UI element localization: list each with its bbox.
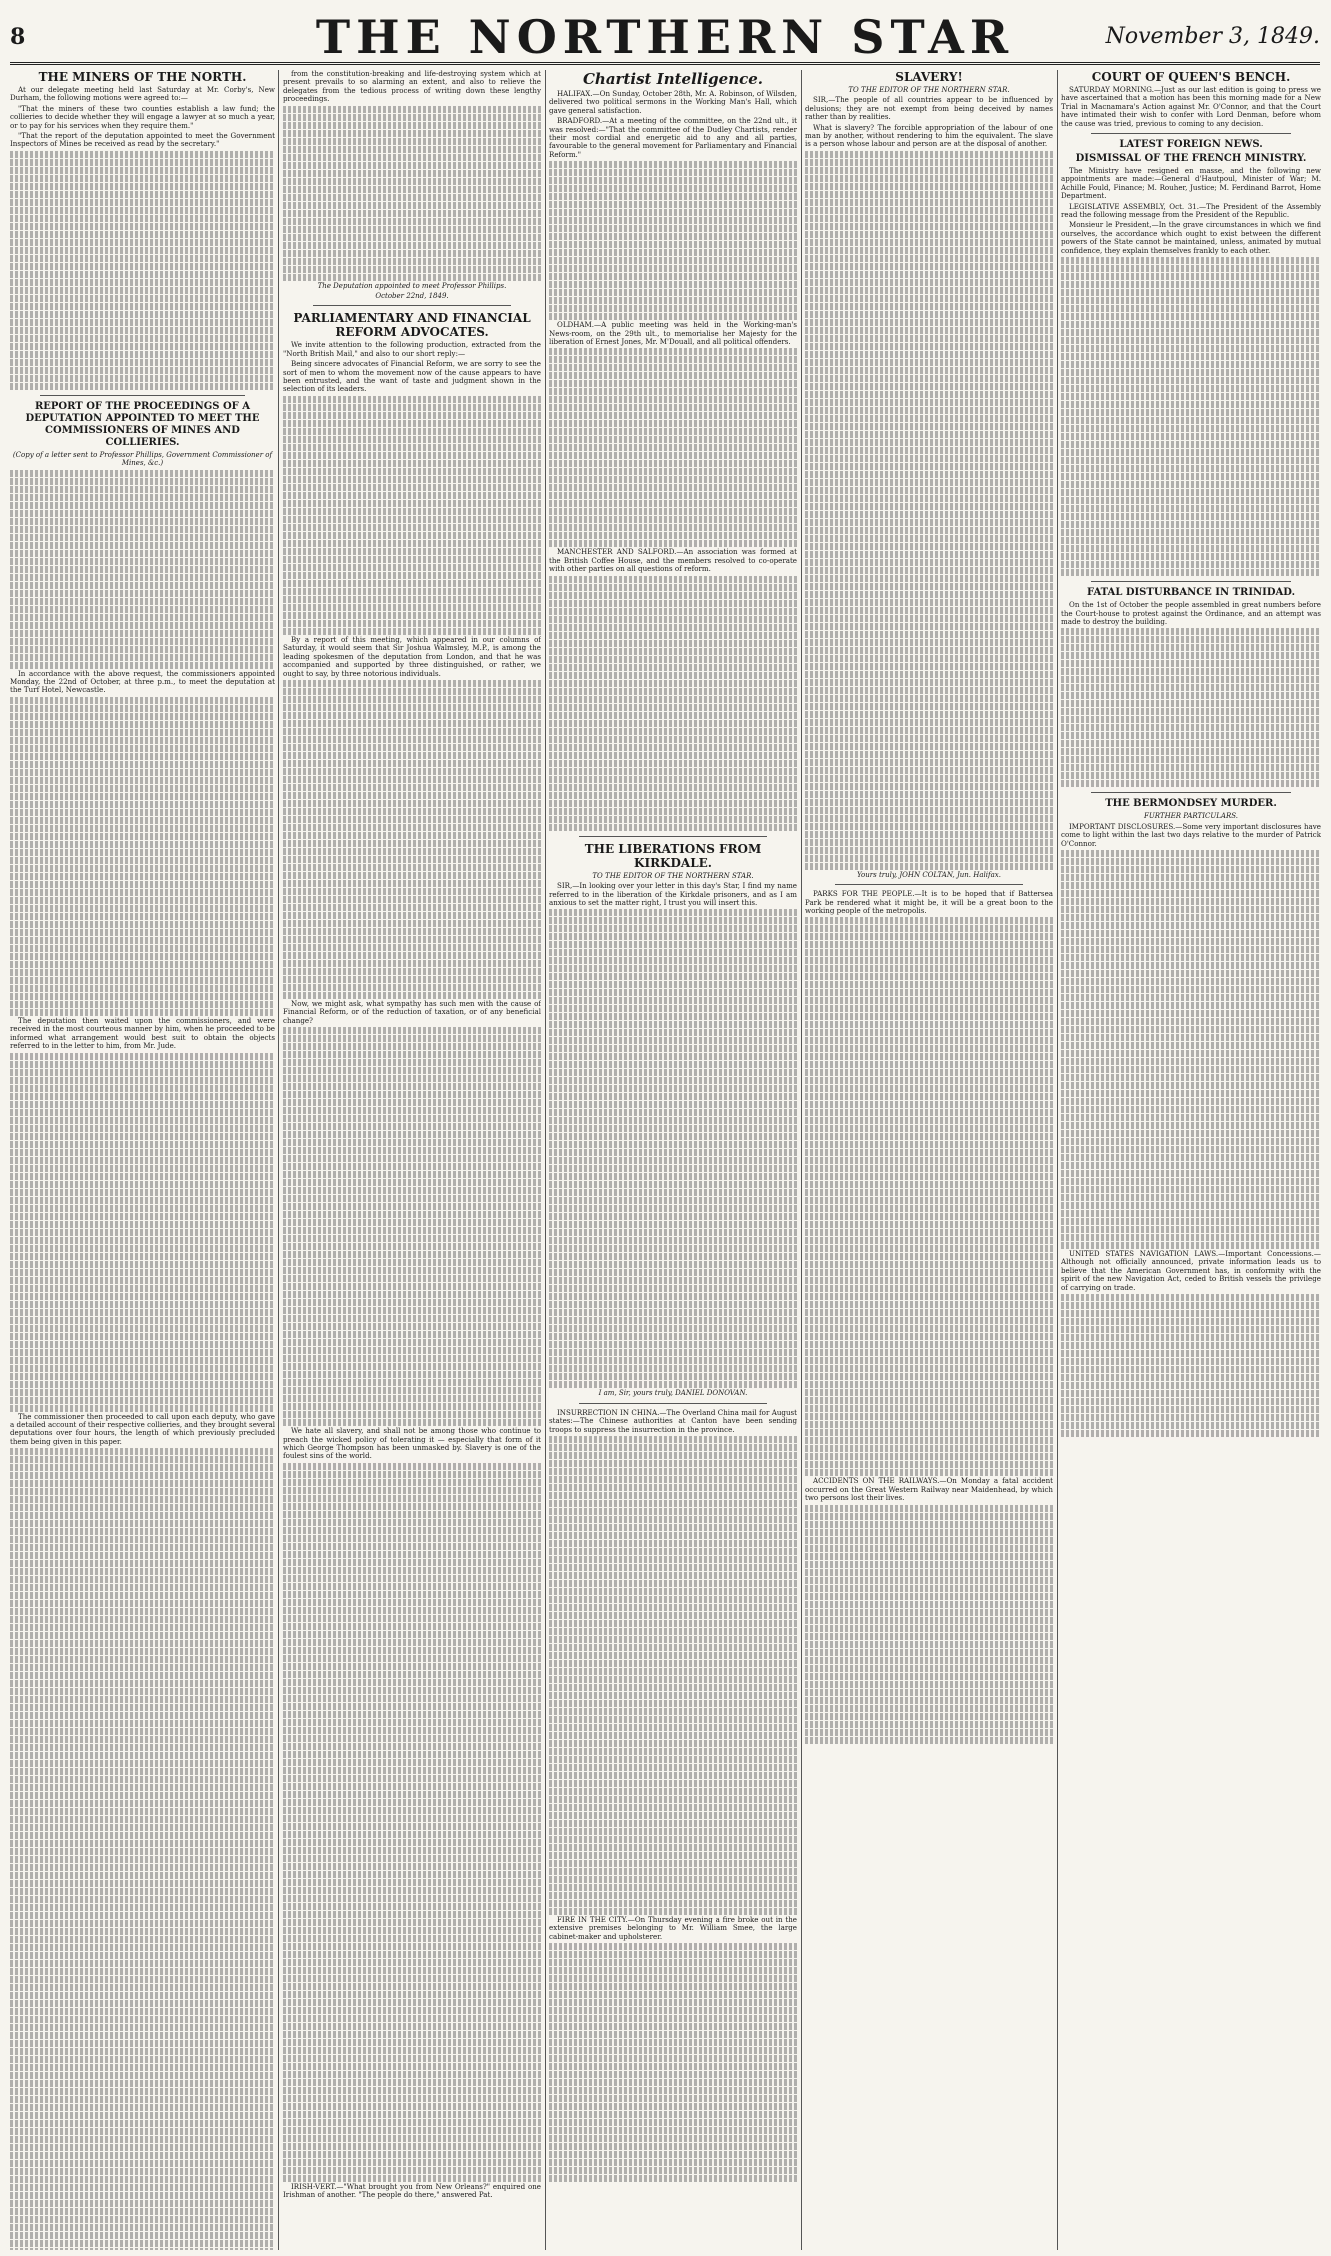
section-rule	[1091, 792, 1291, 793]
article-paragraph: SATURDAY MORNING.—Just as our last edition is going to press we have ascertained that a motion has been this morning made for a New Trial in Macnamara's Action against Mr. O'Connor, and that the Court have intimated their wish to confer with Lord Denman, before whom the cause was tried, previous to coming to any decision.	[1061, 85, 1321, 128]
headline-bermondsey: THE BERMONDSEY MURDER.	[1105, 798, 1277, 810]
signature: I am, Sir, yours truly, DANIEL DONOVAN.	[598, 1389, 748, 1398]
masthead-rule	[10, 62, 1320, 65]
article-paragraph: Now, we might ask, what sympathy has such men with the cause of Financial Reform, or of the reduction of taxation, or of any beneficial change?	[283, 998, 541, 1025]
text-block	[805, 151, 1053, 870]
text-block	[1061, 257, 1321, 576]
signature: Yours truly, JOHN COLTAN, Jun. Halifax.	[857, 870, 1001, 879]
text-block	[549, 576, 797, 831]
article-paragraph: "That the report of the deputation appointed to meet the Government Inspectors of Mines be received as read by the secretary."	[10, 131, 275, 149]
headline-trinidad: FATAL DISTURBANCE IN TRINIDAD.	[1086, 587, 1296, 599]
article-paragraph: The commissioner then proceeded to call upon each deputy, who gave a detailed account of their respective collieries, and they brought several deputations over four hours, the length of which previously precluded them being given in this paper.	[10, 1411, 275, 1446]
article-paragraph: The Ministry have resigned en masse, and the following new appointments are made:—General d'Hautpoul, Minister of War; M. Achille Fould, Finance; M. Rouher, Justice; M. Ferdinand Barrot, Home Department.	[1061, 166, 1321, 201]
column-5	[1061, 70, 1321, 2250]
column-3	[549, 70, 797, 2250]
headline-foreign-news: LATEST FOREIGN NEWS.	[1119, 139, 1263, 151]
headline-slavery: SLAVERY!	[895, 70, 963, 84]
article-paragraph: Being sincere advocates of Financial Reform, we are sorry to see the sort of men to whom the movement now of the cause appears to have been entrusted, and the want of taste and judgment shown in the selection of its leaders.	[283, 359, 541, 394]
text-block	[1061, 628, 1321, 787]
text-block	[1061, 850, 1321, 1249]
text-block	[283, 1463, 541, 2182]
text-block	[549, 161, 797, 320]
column-divider	[1057, 70, 1058, 2250]
page-number: 8	[10, 24, 26, 50]
text-block	[1061, 1294, 1321, 1437]
text-block	[805, 917, 1053, 1476]
article-paragraph: At our delegate meeting held last Saturday at Mr. Corby's, New Durham, the following motions were agreed to:—	[10, 85, 275, 103]
article-paragraph: SIR,—In looking over your letter in this day's Star, I find my name referred to in the liberation of the Kirkdale prisoners, and as I am anxious to set the matter right, I trust you will insert this.	[549, 881, 797, 907]
headline-miners: THE MINERS OF THE NORTH.	[38, 70, 247, 84]
section-rule	[1091, 581, 1291, 582]
article-paragraph: We hate all slavery, and shall not be among those who continue to preach the wicked policy of tolerating it — especially that form of it which George Thompson has been unmasked by. Slavery is one of the foulest sins of the world.	[283, 1426, 541, 1461]
article-paragraph: from the constitution-breaking and life-destroying system which at present prevails to so alarming an extent, and also to relieve the delegates from the tedious process of writing down these lengthy proceedings.	[283, 70, 541, 104]
article-paragraph: We invite attention to the following production, extracted from the "North British Mail," and also to our short reply:—	[283, 340, 541, 358]
text-block	[10, 151, 275, 390]
article-paragraph: IRISH-VERT.—"What brought you from New Orleans?" enquired one Irishman of another. "The people do there," answered Pat.	[283, 2181, 541, 2200]
article-paragraph: MANCHESTER AND SALFORD.—An association was formed at the British Coffee House, and the members resolved to co-operate with other parties on all questions of reform.	[549, 547, 797, 574]
section-rule	[579, 836, 767, 837]
section-rule	[313, 305, 511, 306]
headline-kirkdale: THE LIBERATIONS FROM KIRKDALE.	[584, 841, 762, 870]
article-paragraph: LEGISLATIVE ASSEMBLY, Oct. 31.—The President of the Assembly read the following message from the President of the Republic.	[1061, 201, 1321, 220]
text-block	[283, 680, 541, 999]
text-block	[549, 1943, 797, 2182]
article-paragraph: FIRE IN THE CITY.—On Thursday evening a fire broke out in the extensive premises belonging to Mr. William Smee, the large cabinet-maker and upholsterer.	[549, 1914, 797, 1941]
issue-date: November 3, 1849.	[1105, 24, 1320, 49]
article-paragraph: What is slavery? The forcible appropriation of the labour of one man by another, without rendering to him the equivalent. The slave is a person whose labour and person are at the disposal of another.	[805, 122, 1053, 149]
headline-report: REPORT OF THE PROCEEDINGS OF A DEPUTATION APPOINTED TO MEET THE COMMISSIONERS OF MINES AND COLLIERIES.	[25, 400, 260, 448]
section-rule	[579, 1403, 767, 1404]
column-2	[283, 70, 541, 2250]
section-rule	[1091, 133, 1291, 134]
text-block	[10, 1053, 275, 1412]
signature: The Deputation appointed to meet Professor Phillips.	[317, 281, 507, 290]
article-paragraph: By a report of this meeting, which appeared in our columns of Saturday, it would seem that Sir Joshua Walmsley, M.P., is among the leading spokesmen of the deputation from London, and that he was accompanied and supported by three distinguished, or rather, we ought to say, by three notorious individuals.	[283, 634, 541, 678]
column-1	[10, 70, 275, 2250]
headline-chartist-intelligence: Chartist Intelligence.	[582, 70, 763, 88]
article-paragraph: In accordance with the above request, the commissioners appointed Monday, the 22nd of October, at three p.m., to meet the deputation at the Turf Hotel, Newcastle.	[10, 668, 275, 695]
column-divider	[801, 70, 802, 2250]
headline-parliamentary: PARLIAMENTARY AND FINANCIAL REFORM ADVOCATES.	[293, 311, 531, 340]
section-rule	[40, 395, 245, 396]
text-block	[283, 106, 541, 281]
text-block	[805, 1505, 1053, 1744]
article-paragraph: OLDHAM.—A public meeting was held in the Working-man's News-room, on the 29th ult., to memorialise her Majesty for the liberation of Ernest Jones, Mr. M'Douall, and all political offenders.	[549, 320, 797, 347]
headline-french-ministry: DISMISSAL OF THE FRENCH MINISTRY.	[1075, 153, 1307, 165]
article-paragraph: HALIFAX.—On Sunday, October 28th, Mr. A. Robinson, of Wilsden, delivered two political sermons in the Working Man's Hall, which gave general satisfaction.	[549, 89, 797, 115]
article-paragraph: "That the miners of these two counties establish a law fund; the collieries to decide whether they will engage a lawyer at so much a year, or to pay for his services when they require them."	[10, 103, 275, 130]
article-paragraph: INSURRECTION IN CHINA.—The Overland China mail for August states:—The Chinese authorities at Canton have been sending troops to suppress the insurrection in the province.	[549, 1407, 797, 1434]
subheading: TO THE EDITOR OF THE NORTHERN STAR.	[848, 86, 1010, 94]
text-block	[10, 470, 275, 669]
text-block	[10, 697, 275, 1016]
text-block	[549, 909, 797, 1388]
text-block	[549, 348, 797, 547]
text-block	[10, 1448, 275, 2250]
text-block	[549, 1436, 797, 1915]
signature-date: October 22nd, 1849.	[375, 292, 449, 301]
article-paragraph: ACCIDENTS ON THE RAILWAYS.—On Monday a fatal accident occurred on the Great Western Railway near Maidenhead, by which two persons lost their lives.	[805, 1476, 1053, 1503]
headline-queens-bench: COURT OF QUEEN'S BENCH.	[1091, 70, 1291, 84]
article-paragraph: The deputation then waited upon the commissioners, and were received in the most courteous manner by him, when he proceeded to be informed what arrangement would best suit to obtain the objects referred to in the letter to him, from Mr. Jude.	[10, 1015, 275, 1051]
article-paragraph: On the 1st of October the people assembled in great numbers before the Court-house to protest against the Ordinance, and an attempt was made to destroy the building.	[1061, 600, 1321, 626]
article-paragraph: BRADFORD.—At a meeting of the committee, on the 22nd ult., it was resolved:—"That the committee of the Dudley Chartists, render their most cordial and energetic aid to any and all parties, favourable to the general movement for Parliamentary and Financial Reform."	[549, 116, 797, 159]
article-paragraph: IMPORTANT DISCLOSURES.—Some very important disclosures have come to light within the last two days relative to the murder of Patrick O'Connor.	[1061, 821, 1321, 848]
subheading: FURTHER PARTICULARS.	[1144, 812, 1238, 821]
text-block	[283, 1027, 541, 1426]
article-paragraph: SIR,—The people of all countries appear to be influenced by delusions; they are not exempt from being deceived by names rather than by realities.	[805, 95, 1053, 122]
article-paragraph: UNITED STATES NAVIGATION LAWS.—Important Concessions.—Although not officially announced, private information leads us to believe that the American Government has, in conformity with the spirit of the new Navigation Act, ceded to British vessels the privilege of carrying on trade.	[1061, 1248, 1321, 1292]
column-4	[805, 70, 1053, 2250]
subheading: (Copy of a letter sent to Professor Phillips, Government Commissioner of Mines, &c.)	[12, 450, 273, 468]
masthead	[10, 6, 1320, 64]
column-divider	[278, 70, 279, 2250]
column-divider	[545, 70, 546, 2250]
article-paragraph: Monsieur le President,—In the grave circumstances in which we find ourselves, the accordance which ought to exist between the different powers of the State cannot be maintained, unless, animated by mutual confidence, they explain themselves frankly to each other.	[1061, 220, 1321, 255]
text-block	[283, 396, 541, 635]
newspaper-title: THE NORTHERN STAR	[315, 10, 1015, 64]
article-paragraph: PARKS FOR THE PEOPLE.—It is to be hoped that if Battersea Park be rendered what it might be, it will be a great boon to the working people of the metropolis.	[805, 889, 1053, 916]
section-rule	[835, 884, 1023, 885]
subheading: TO THE EDITOR OF THE NORTHERN STAR.	[592, 871, 754, 880]
